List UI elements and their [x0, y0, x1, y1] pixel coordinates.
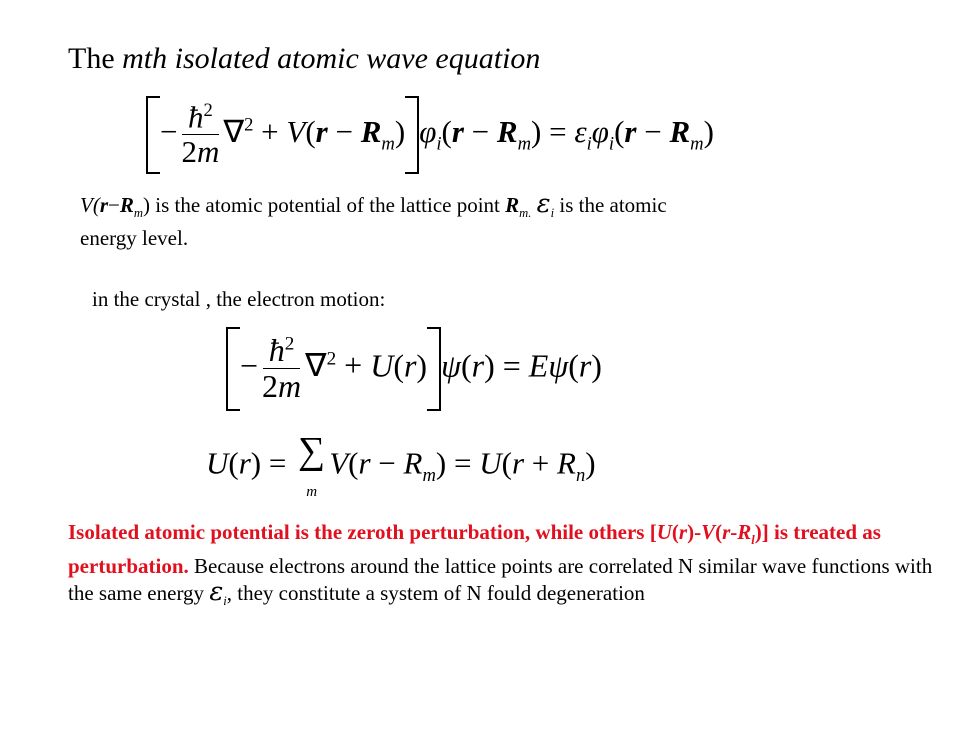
- potential-sum-equation: U(r) = ∑ m $V(r - R_m) = U(r + R_n)$: [206, 430, 596, 500]
- atomic-wave-equation: − $\frac{ħ^2}{2m}$ $\nabla^2 + V(r - R_m)$ $\varphi_i(r - R_m) = \varepsilon_i\varphi_i(r - R_m)$: [146, 96, 714, 174]
- title-italic: mth isolated atomic wave equation: [122, 42, 541, 75]
- potential-description: $V(r-R_m)$ is the atomic potential of the lattice point $R_{m.}$ $\varepsilon_i$ is the atomic energy level.: [80, 189, 667, 251]
- crystal-intro: in the crystal , the electron motion:: [92, 287, 386, 311]
- slide-title: [68, 42, 540, 76]
- crystal-equation: − $\frac{ħ^2}{2m}$ ∇$^2$ + U(r) ψ(r) = Eψ(r): [226, 327, 602, 411]
- perturbation-paragraph: Isolated atomic potential is the zeroth perturbation, while others $[U(r)-V(r-R_l)]$ is treated as perturbation. Because electrons around the lattice points are correlated N similar wave functions with the same energy $\varepsilon_i$, they constitute a system of N fould degeneration: [68, 520, 933, 609]
- energy-level-text: energy level.: [80, 226, 189, 251]
- title-prefix: The: [68, 42, 123, 75]
